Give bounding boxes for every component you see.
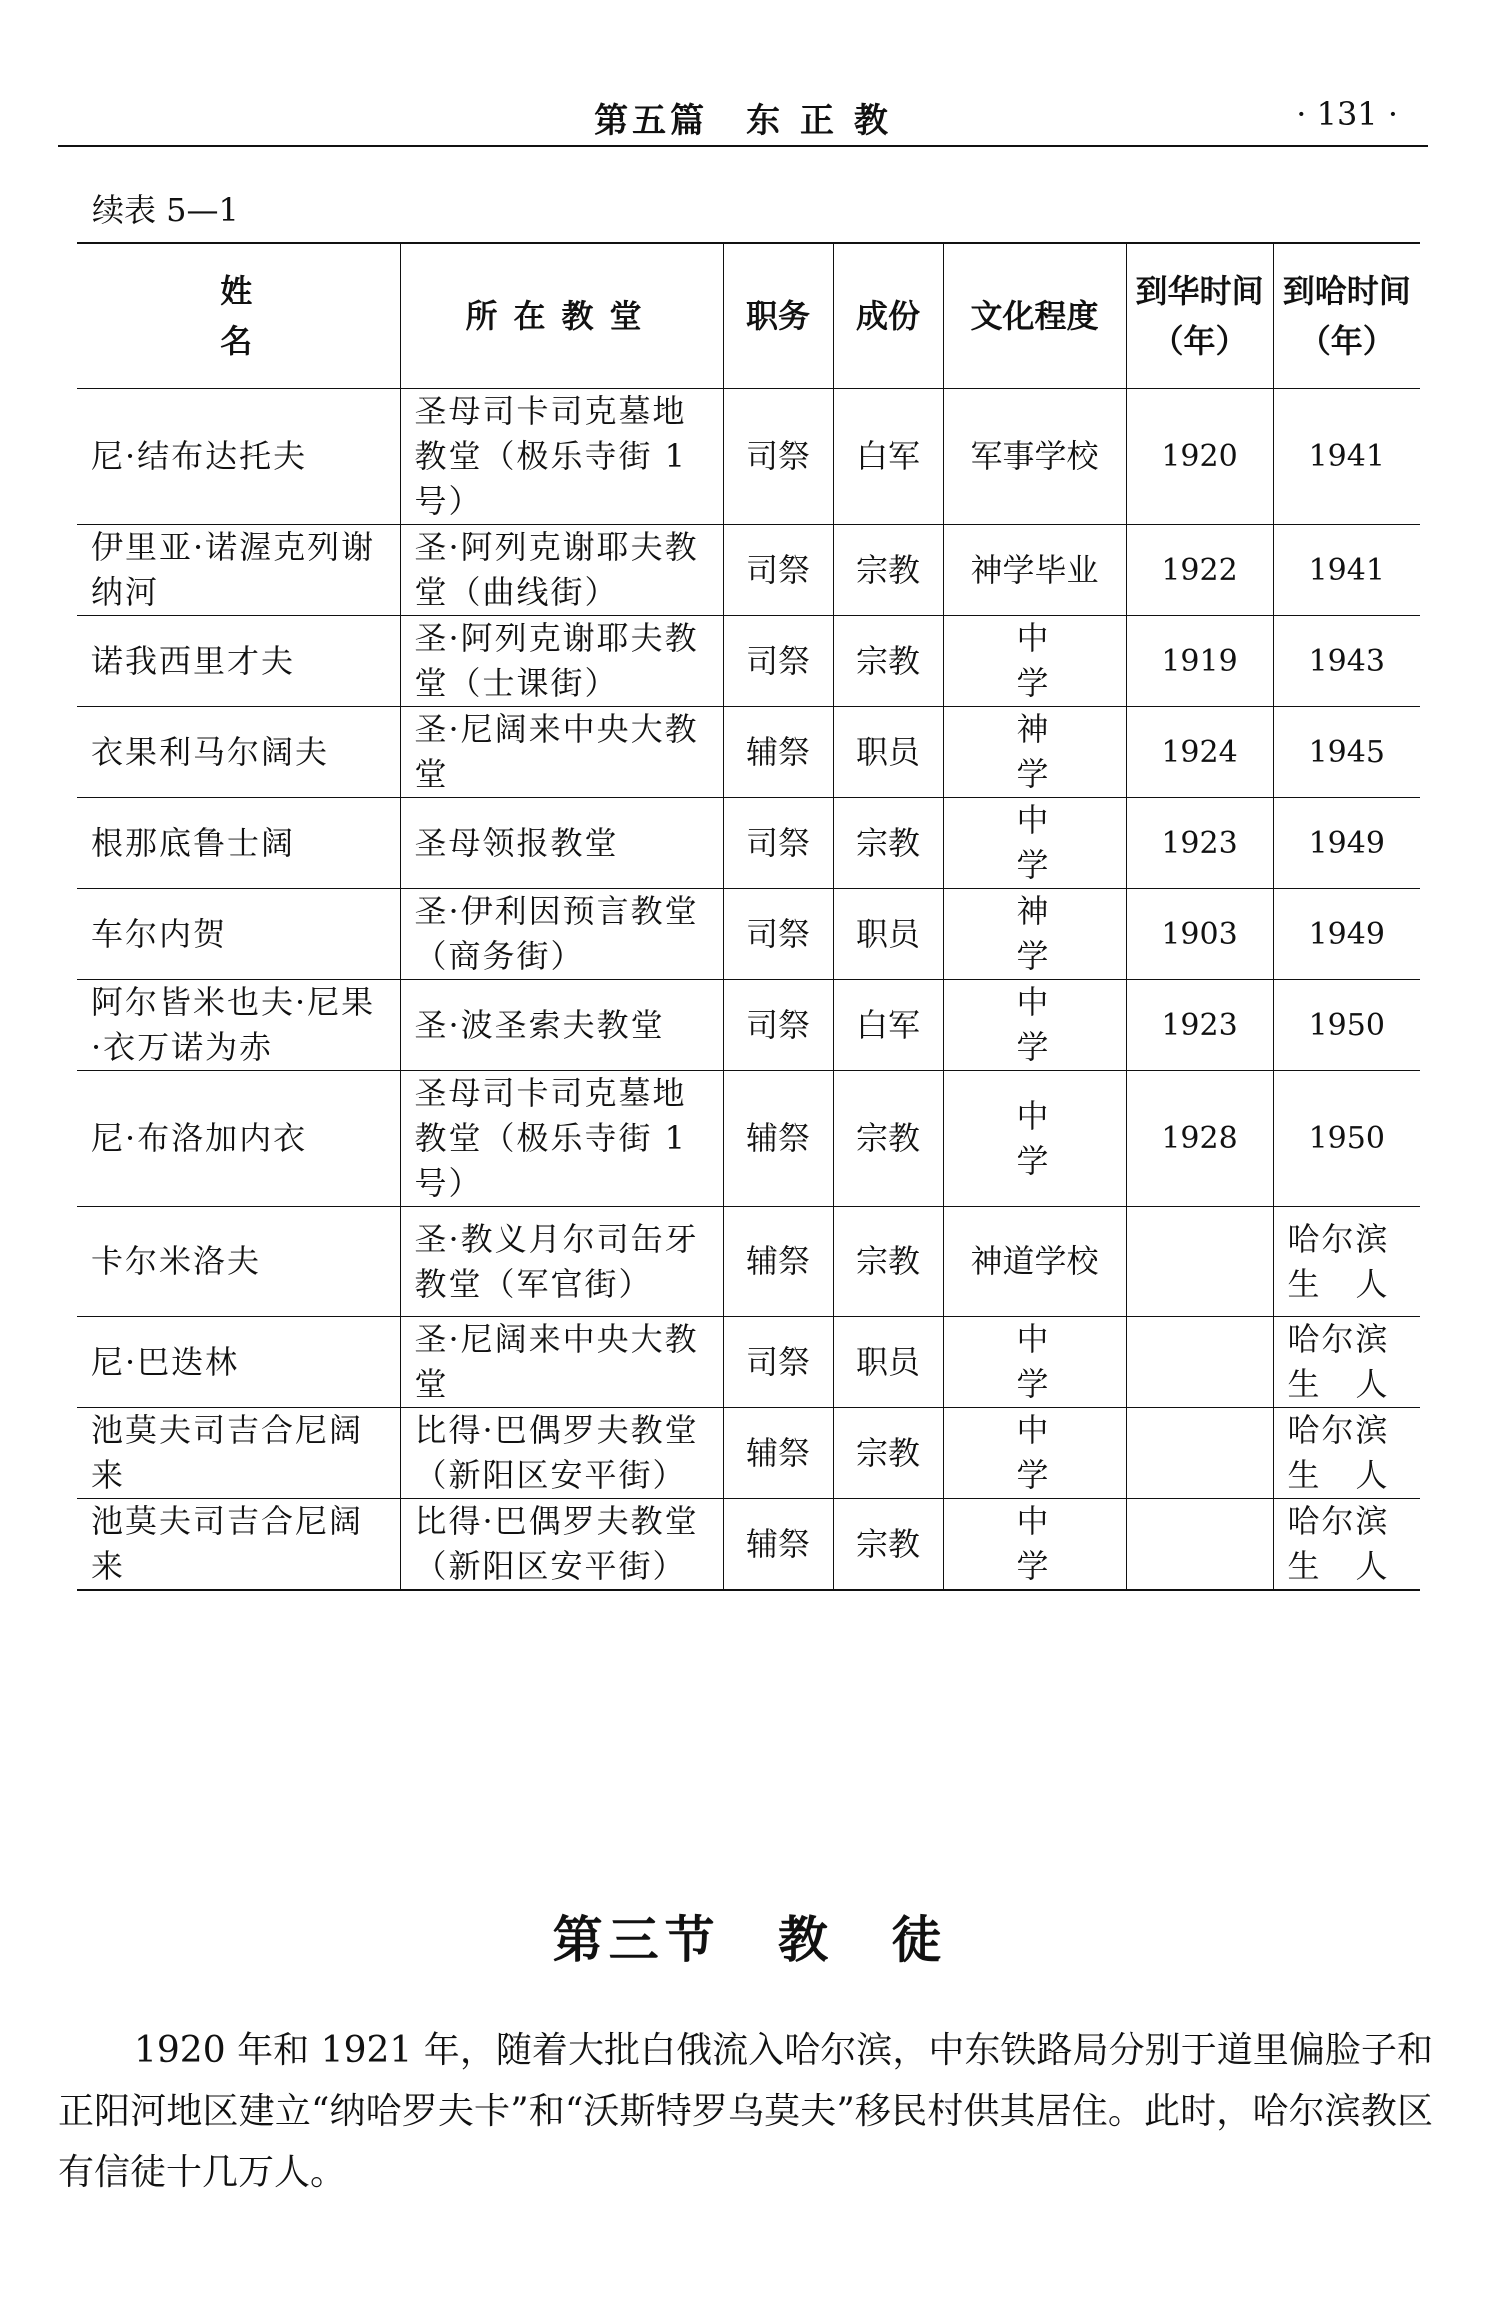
cell-name: 尼·巴迭林	[77, 1317, 400, 1408]
cell-church: 圣·阿列克谢耶夫教堂（士课街）	[400, 616, 723, 707]
section-heading-word-2: 徒	[891, 1911, 948, 1969]
cell-status: 白军	[833, 980, 943, 1071]
cell-arrival-china: 1920	[1126, 389, 1273, 525]
cell-position: 辅祭	[723, 1408, 833, 1499]
cell-position: 司祭	[723, 525, 833, 616]
clergy-table	[77, 242, 1420, 1591]
table-body	[77, 389, 1420, 1591]
cell-position: 辅祭	[723, 707, 833, 798]
header-arrival-harbin: 到哈时间 （年）	[1273, 243, 1420, 389]
cell-arrival-harbin: 哈尔滨 生 人	[1273, 1317, 1420, 1408]
header-position: 职务	[723, 243, 833, 389]
cell-status: 职员	[833, 707, 943, 798]
table-row	[77, 980, 1420, 1071]
cell-education: 中学	[943, 798, 1126, 889]
cell-position: 司祭	[723, 616, 833, 707]
cell-church: 圣·教义月尔司缶牙教堂（军官街）	[400, 1207, 723, 1317]
cell-name: 池莫夫司吉合尼阔来	[77, 1408, 400, 1499]
table-row	[77, 1317, 1420, 1408]
cell-arrival-harbin: 1950	[1273, 980, 1420, 1071]
cell-arrival-harbin: 哈尔滨 生 人	[1273, 1207, 1420, 1317]
cell-status: 宗教	[833, 525, 943, 616]
cell-arrival-harbin: 1949	[1273, 889, 1420, 980]
cell-position: 司祭	[723, 889, 833, 980]
cell-status: 宗教	[833, 1071, 943, 1207]
table-row	[77, 525, 1420, 616]
cell-arrival-harbin: 哈尔滨 生 人	[1273, 1408, 1420, 1499]
table-row	[77, 1499, 1420, 1591]
table-row	[77, 1408, 1420, 1499]
section-heading	[0, 1900, 1500, 1972]
cell-arrival-china	[1126, 1317, 1273, 1408]
table-row	[77, 1071, 1420, 1207]
cell-arrival-harbin: 哈尔滨 生 人	[1273, 1499, 1420, 1591]
cell-position: 司祭	[723, 980, 833, 1071]
cell-position: 辅祭	[723, 1071, 833, 1207]
cell-arrival-china: 1903	[1126, 889, 1273, 980]
header-arrival-china: 到华时间 （年）	[1126, 243, 1273, 389]
cell-arrival-harbin: 1950	[1273, 1071, 1420, 1207]
cell-name: 尼·布洛加内衣	[77, 1071, 400, 1207]
header-church: 所在教堂	[400, 243, 723, 389]
cell-education: 中学	[943, 980, 1126, 1071]
cell-name: 车尔内贺	[77, 889, 400, 980]
cell-education: 神学	[943, 889, 1126, 980]
cell-arrival-china: 1919	[1126, 616, 1273, 707]
cell-arrival-china	[1126, 1408, 1273, 1499]
cell-church: 比得·巴偶罗夫教堂（新阳区安平街）	[400, 1408, 723, 1499]
cell-church: 圣·伊利因预言教堂（商务街）	[400, 889, 723, 980]
cell-position: 司祭	[723, 798, 833, 889]
cell-arrival-harbin: 1945	[1273, 707, 1420, 798]
cell-education: 中学	[943, 1499, 1126, 1591]
cell-arrival-china: 1928	[1126, 1071, 1273, 1207]
cell-education: 中学	[943, 1317, 1126, 1408]
cell-education: 神道学校	[943, 1207, 1126, 1317]
cell-education: 军事学校	[943, 389, 1126, 525]
cell-arrival-china	[1126, 1499, 1273, 1591]
cell-church: 圣·尼阔来中央大教堂	[400, 707, 723, 798]
section-heading-word-1: 教	[778, 1911, 834, 1969]
header-education: 文化程度	[943, 243, 1126, 389]
cell-position: 辅祭	[723, 1207, 833, 1317]
cell-church: 圣母司卡司克墓地教堂（极乐寺街 1 号）	[400, 1071, 723, 1207]
table-row	[77, 389, 1420, 525]
cell-position: 辅祭	[723, 1499, 833, 1591]
cell-arrival-harbin: 1949	[1273, 798, 1420, 889]
table-row	[77, 889, 1420, 980]
cell-name: 根那底鲁士阔	[77, 798, 400, 889]
cell-arrival-china: 1924	[1126, 707, 1273, 798]
cell-arrival-china: 1923	[1126, 798, 1273, 889]
header-status: 成份	[833, 243, 943, 389]
cell-name: 尼·结布达托夫	[77, 389, 400, 525]
cell-position: 司祭	[723, 389, 833, 525]
cell-church: 比得·巴偶罗夫教堂（新阳区安平街）	[400, 1499, 723, 1591]
cell-name: 阿尔皆米也夫·尼果·衣万诺为赤	[77, 980, 400, 1071]
cell-arrival-china	[1126, 1207, 1273, 1317]
table-header-row	[77, 243, 1420, 389]
cell-name: 衣果利马尔阔夫	[77, 707, 400, 798]
cell-status: 宗教	[833, 798, 943, 889]
table-row	[77, 1207, 1420, 1317]
cell-arrival-china: 1923	[1126, 980, 1273, 1071]
cell-status: 宗教	[833, 616, 943, 707]
cell-name: 卡尔米洛夫	[77, 1207, 400, 1317]
cell-status: 宗教	[833, 1499, 943, 1591]
cell-education: 神学	[943, 707, 1126, 798]
table-caption: 续表 5—1	[92, 191, 239, 229]
cell-name: 池莫夫司吉合尼阔来	[77, 1499, 400, 1591]
body-paragraph: 1920 年和 1921 年，随着大批白俄流入哈尔滨，中东铁路局分别于道里偏脸子和正阳河地区建立“纳哈罗夫卡”和“沃斯特罗乌莫夫”移民村供其居住。此时，哈尔滨教区有信徒十几万人。	[58, 2030, 1433, 2193]
header-name: 姓名	[77, 243, 400, 389]
table-row	[77, 616, 1420, 707]
cell-arrival-harbin: 1941	[1273, 389, 1420, 525]
section-heading-number: 第三节	[552, 1911, 721, 1969]
cell-name: 伊里亚·诺渥克列谢纳河	[77, 525, 400, 616]
cell-status: 白军	[833, 389, 943, 525]
table-row	[77, 798, 1420, 889]
cell-education: 中学	[943, 616, 1126, 707]
cell-church: 圣母领报教堂	[400, 798, 723, 889]
cell-position: 司祭	[723, 1317, 833, 1408]
page-number: · 131 ·	[1296, 95, 1398, 133]
cell-status: 宗教	[833, 1207, 943, 1317]
cell-status: 职员	[833, 1317, 943, 1408]
cell-education: 神学毕业	[943, 525, 1126, 616]
page-header	[58, 85, 1428, 147]
running-title: 第五篇 东 正 教	[594, 101, 892, 141]
cell-education: 中学	[943, 1071, 1126, 1207]
cell-arrival-china: 1922	[1126, 525, 1273, 616]
cell-name: 诺我西里才夫	[77, 616, 400, 707]
cell-status: 职员	[833, 889, 943, 980]
cell-arrival-harbin: 1943	[1273, 616, 1420, 707]
cell-status: 宗教	[833, 1408, 943, 1499]
cell-church: 圣·阿列克谢耶夫教堂（曲线街）	[400, 525, 723, 616]
cell-church: 圣母司卡司克墓地教堂（极乐寺街 1 号）	[400, 389, 723, 525]
cell-arrival-harbin: 1941	[1273, 525, 1420, 616]
cell-church: 圣·波圣索夫教堂	[400, 980, 723, 1071]
cell-church: 圣·尼阔来中央大教堂	[400, 1317, 723, 1408]
table-row	[77, 707, 1420, 798]
cell-education: 中学	[943, 1408, 1126, 1499]
